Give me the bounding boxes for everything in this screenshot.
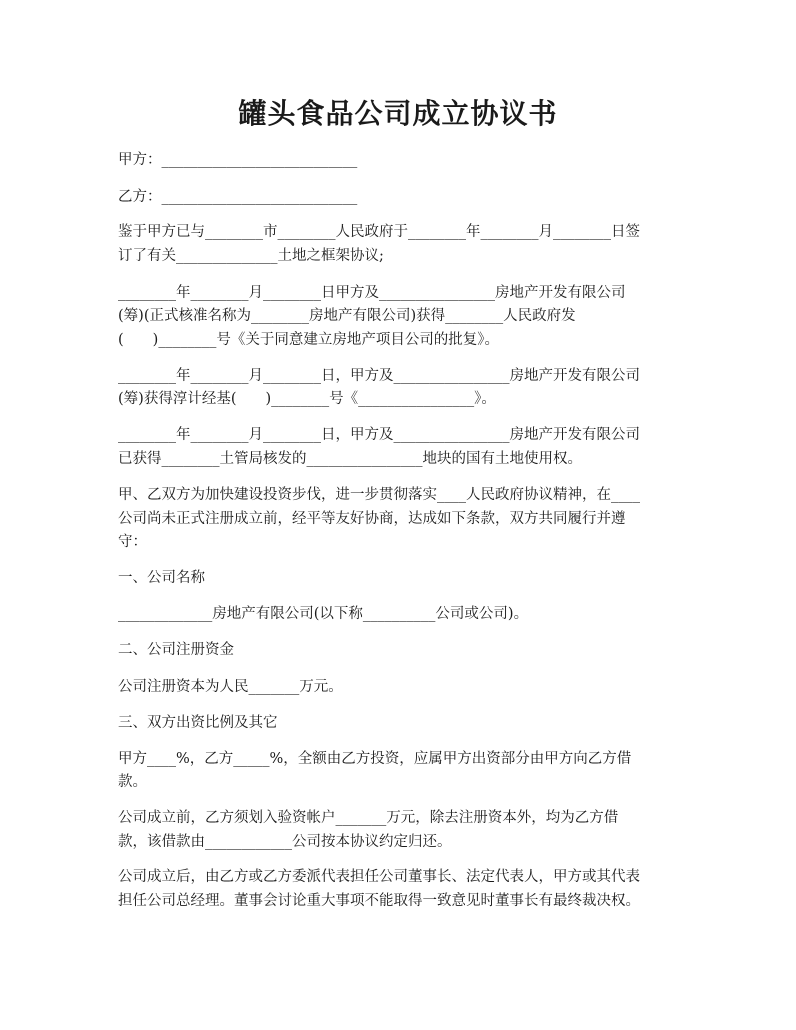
- paragraph-line: 公司注册资本为人民_______万元。: [118, 679, 343, 695]
- paragraph-line: 甲、乙双方为加快建设投资步伐，进一步贯彻落实____人民政府协议精神，在____: [118, 487, 640, 503]
- party-a-line: 甲方：___________________________: [118, 152, 358, 168]
- section-heading: 一、公司名称: [118, 570, 205, 586]
- party-b-line: 乙方：___________________________: [118, 189, 358, 205]
- paragraph-line: 公司尚未正式注册成立前，经平等友好协商，达成如下条款，双方共同履行并遵: [118, 511, 626, 527]
- document-title: 罐头食品公司成立协议书: [238, 97, 558, 130]
- paragraph-line: 鉴于甲方已与________市________人民政府于________年________月________日签: [118, 224, 640, 240]
- paragraph-line: 款。: [118, 774, 147, 790]
- paragraph-line: 甲方____%，乙方_____%，全额由乙方投资，应属甲方出资部分由甲方向乙方借: [118, 751, 632, 767]
- paragraph-line: 公司成立前，乙方须划入验资帐户_______万元，除去注册资本外，均为乙方借: [118, 810, 619, 826]
- paragraph-line: ________年________月________日甲方及________________房地产开发有限公司: [118, 285, 626, 301]
- section-heading: 三、双方出资比例及其它: [118, 715, 278, 731]
- paragraph-line: ________年________月________日，甲方及________________房地产开发有限公司: [118, 427, 640, 443]
- paragraph-line: 守：: [118, 534, 147, 550]
- paragraph-line: ( )________号《关于同意建立房地产项目公司的批复》。: [118, 332, 500, 348]
- section-heading: 二、公司注册资金: [118, 642, 234, 658]
- paragraph-line: 已获得________土管局核发的________________地块的国有土地使用权。: [118, 451, 582, 467]
- paragraph-line: 订了有关______________土地之框架协议;: [118, 248, 384, 264]
- paragraph-line: _____________房地产有限公司(以下称__________公司或公司)。: [118, 606, 529, 622]
- paragraph-line: (筹)(正式核准名称为________房地产有限公司)获得________人民政府发: [118, 308, 576, 324]
- paragraph-line: 公司成立后，由乙方或乙方委派代表担任公司董事长、法定代表人，甲方或其代表: [118, 869, 640, 885]
- paragraph-line: 款，该借款由____________公司按本协议约定归还。: [118, 834, 452, 850]
- paragraph-line: 担任公司总经理。董事会讨论重大事项不能取得一致意见时董事长有最终裁决权。: [118, 893, 640, 909]
- paragraph-line: (筹)获得淳计经基( )________号《________________》。: [118, 391, 496, 407]
- paragraph-line: ________年________月________日，甲方及________________房地产开发有限公司: [118, 368, 640, 384]
